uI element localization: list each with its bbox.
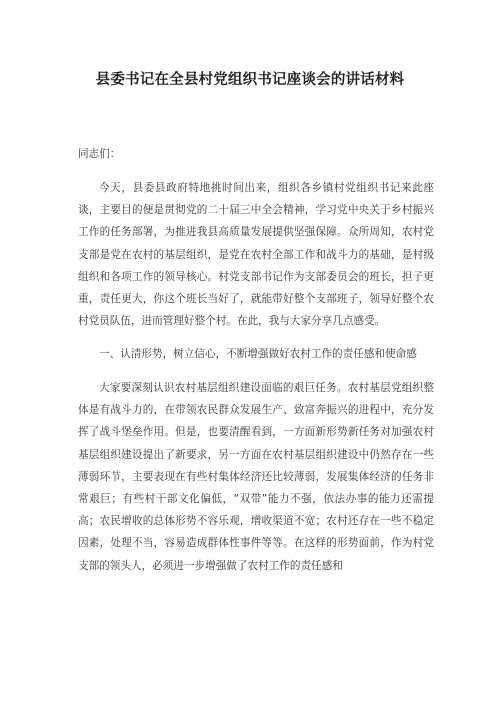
salutation: 同志们： [78,148,121,160]
paragraph-intro: 今天，县委县政府特地挑时间出来，组织各乡镇村党组织书记来此座谈，主要目的便是贯彻党的二十届三中全会精神，学习党中央关于乡村振兴工作的任务部署，为推进我县高质量发展提供坚强保障。众所周知，农村党支部是党在农村的基层组织，是党在农村全部工作和战斗力的基础，是村级组织和各项工作的领导核心。村党支部书记作为支部委员会的班长，担子更重，责任更大，你这个班长当好了，就能带好整个支部班子，领导好整个农村党员队伍，进而管理好整个村。在此，我与大家分享几点感受。 [78,182,434,328]
paragraph-section-1: 大家要深刻认识农村基层组织建设面临的艰巨任务。农村基层党组织整体是有战斗力的，在带领农民群众发展生产、致富奔振兴的进程中，充分发挥了战斗堡垒作用。但是，也要清醒看到，一方面新形势新任务对加强农村基层组织建设提出了新要求，另一方面在农村基层组织建设中仍然存在一些薄弱环节，主要表现在有些村集体经济还比较薄弱，发展集体经济的任务非常艰巨；有些村干部文化偏低，“双带”能力不强，依法办事的能力还需提高；农民增收的总体形势不容乐观，增收渠道不宽；农村还存在一些不稳定因素，处理不当，容易造成群体性事件等等。在这样的形势面前，作为村党支部的领头人，必须进一步增强做了农村工作的责任感和 [78,382,434,572]
document-title: 县委书记在全县村党组织书记座谈会的讲话材料 [95,72,405,88]
section-heading-1: 一、认清形势，树立信心，不断增强做好农村工作的责任感和使命感 [99,348,417,360]
